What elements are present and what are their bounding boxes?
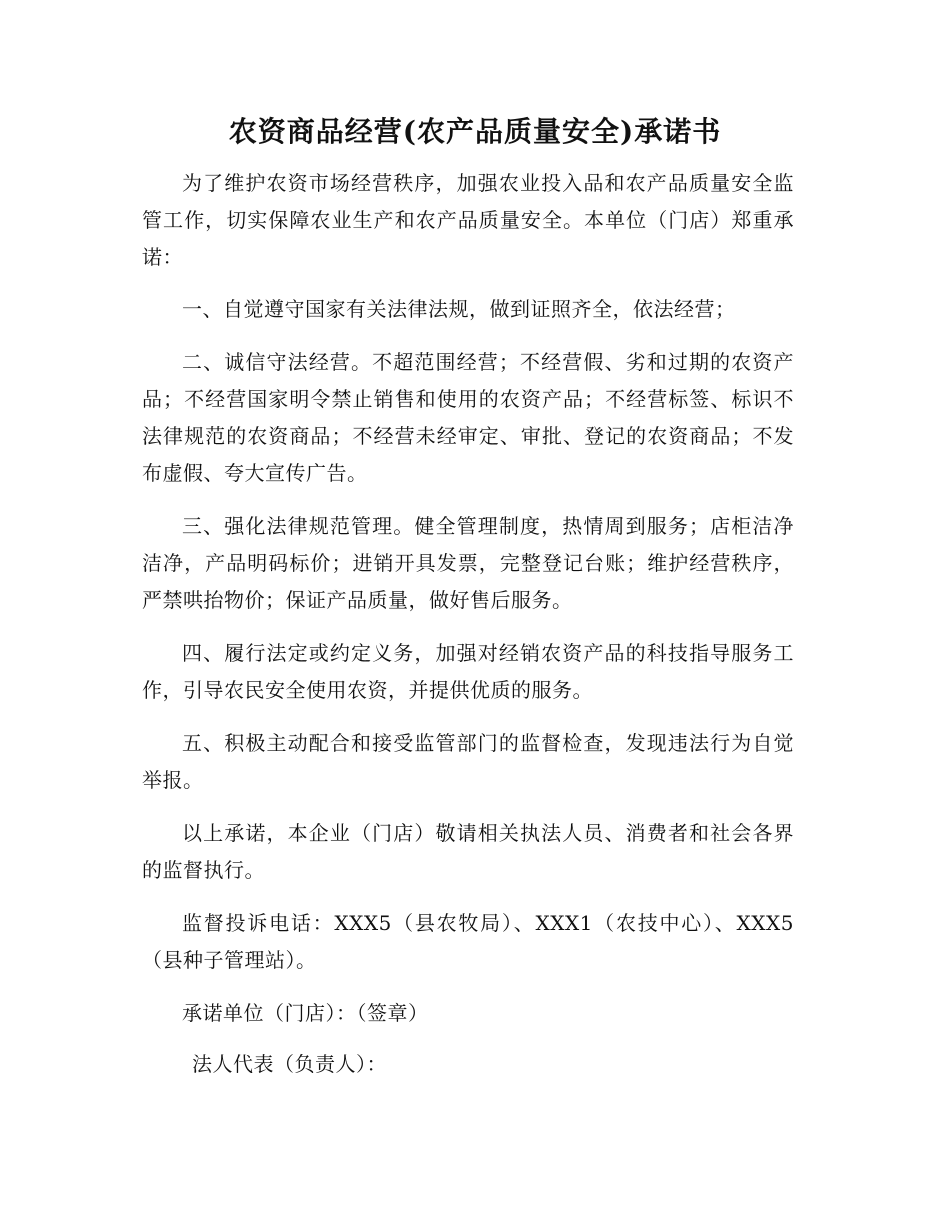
commitment-item-4: 四、履行法定或约定义务，加强对经销农资产品的科技指导服务工作，引导农民安全使用农资，并提供优质的服务。 xyxy=(142,641,794,702)
complaint-hotline: 监督投诉电话：XXX5（县农牧局）、XXX1（农技中心）、XXX5（县种子管理站）。 xyxy=(142,911,794,972)
commitment-item-3: 三、强化法律规范管理。健全管理制度，热情周到服务；店柜洁净洁净，产品明码标价；进销开具发票，完整登记台账；维护经营秩序，严禁哄抬物价；保证产品质量，做好售后服务。 xyxy=(142,514,794,612)
closing-paragraph: 以上承诺，本企业（门店）敬请相关执法人员、消费者和社会各界的监督执行。 xyxy=(142,821,794,882)
document-body xyxy=(142,165,794,1097)
signature-unit-line: 承诺单位（门店）：（签章） xyxy=(182,1001,429,1025)
commitment-item-2: 二、诚信守法经营。不超范围经营；不经营假、劣和过期的农资产品；不经营国家明令禁止销售和使用的农资产品；不经营标签、标识不法律规范的农资商品；不经营未经审定、审批、登记的农资商品；不发布虚假、夸大宣传广告。 xyxy=(142,350,794,485)
signature-representative-line: 法人代表（负责人）： xyxy=(192,1052,387,1076)
document-title: 农资商品经营(农产品质量安全)承诺书 xyxy=(228,115,722,148)
commitment-item-1: 一、自觉遵守国家有关法律法规，做到证照齐全，依法经营； xyxy=(182,297,736,321)
commitment-item-5: 五、积极主动配合和接受监管部门的监督检查，发现违法行为自觉举报。 xyxy=(142,731,794,792)
intro-paragraph: 为了维护农资市场经营秩序，加强农业投入品和农产品质量安全监管工作，切实保障农业生产和农产品质量安全。本单位（门店）郑重承诺： xyxy=(142,171,794,269)
